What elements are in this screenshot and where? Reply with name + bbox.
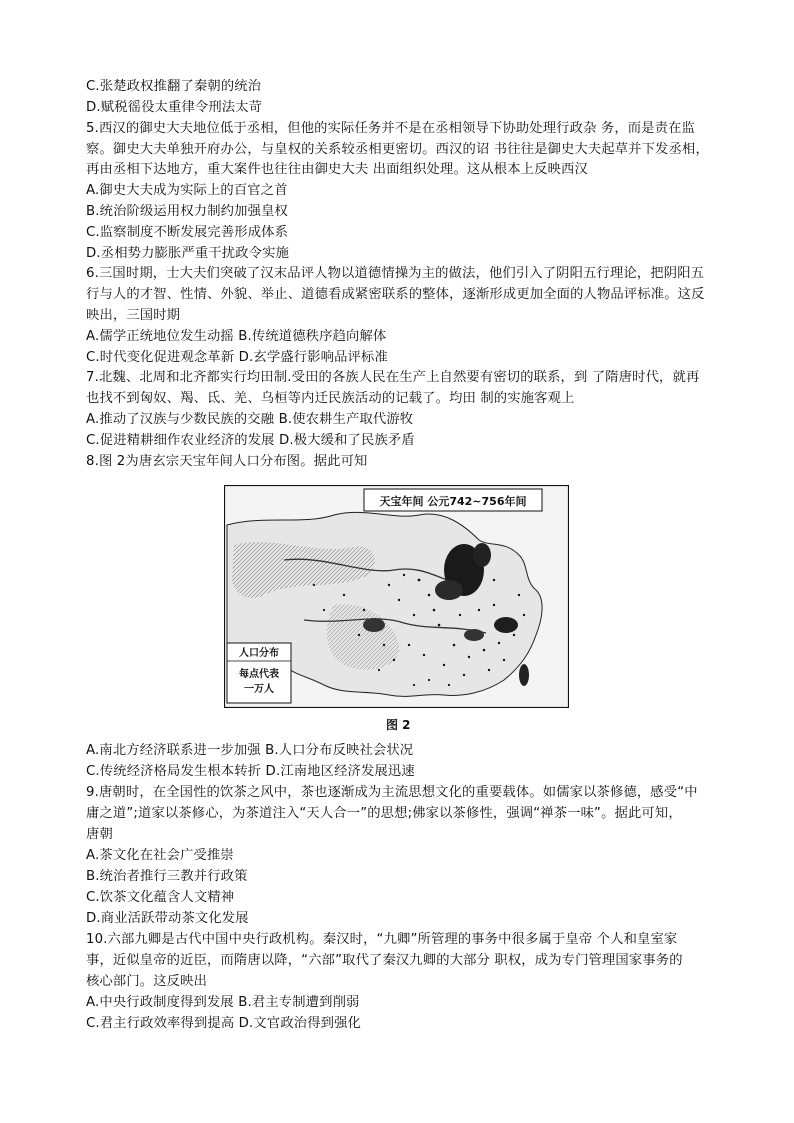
- q6-stem-line-3: 映出，三国时期: [86, 308, 181, 323]
- q6-stem-line-2: 行与人的才智、性情、外貌、举止、道德看成紧密联系的整体，逐渐形成更加全面的人物品评标准。这反: [86, 287, 705, 302]
- q8-options-cd: C.传统经济格局发生根本转折 D.江南地区经济发展迅速: [86, 764, 415, 779]
- population-map: [224, 485, 569, 708]
- q7-options-cd: C.促进精耕细作农业经济的发展 D.极大缓和了民族矛盾: [86, 433, 415, 448]
- legend-title: 人口分布: [239, 648, 279, 659]
- q9-option-b: B.统治者推行三教并行政策: [86, 869, 248, 884]
- q5-stem-line-2: 察。御史大夫单独开府办公，与皇权的关系较丞相更密切。西汉的诏 书往往是御史大夫起草并下发丞相，: [86, 142, 709, 157]
- q10-options-cd: C.君主行政效率得到提高 D.文官政治得到强化: [86, 1016, 361, 1031]
- legend-text-2: 一万人: [244, 684, 274, 695]
- q4-option-d: D.赋税徭役太重律令刑法太苛: [86, 100, 263, 115]
- q10-stem-line-2: 事，近似皇帝的近臣，而隋唐以降，“六部”取代了秦汉九卿的大部分 职权，成为专门管理国家事务的: [86, 953, 683, 968]
- q10-options-ab: A.中央行政制度得到发展 B.君主专制遭到削弱: [86, 995, 360, 1010]
- q9-option-a: A.茶文化在社会广受推崇: [86, 848, 234, 863]
- q6-stem-line-1: 6.三国时期，士大夫们突破了汉末品评人物以道德情操为主的做法，他们引入了阴阳五行理论，把阴阳五: [86, 266, 705, 281]
- q8-options-ab: A.南北方经济联系进一步加强 B.人口分布反映社会状况: [86, 743, 414, 758]
- population-map-figure: [224, 485, 569, 708]
- q5-option-d: D.丞相势力膨胀严重干扰政令实施: [86, 246, 290, 261]
- legend-text-1: 每点代表: [239, 669, 279, 680]
- q7-options-ab: A.推动了汉族与少数民族的交融 B.使农耕生产取代游牧: [86, 412, 414, 427]
- q9-stem-line-1: 9.唐朝时，在全国性的饮茶之风中，茶也逐渐成为主流思想文化的重要载体。如儒家以茶修德，感受“中: [86, 785, 698, 800]
- q5-option-a: A.御史大夫成为实际上的百官之首: [86, 183, 288, 198]
- q9-option-c: C.饮茶文化蕴含人文精神: [86, 890, 235, 905]
- q4-option-c: C.张楚政权推翻了秦朝的统治: [86, 79, 262, 94]
- q5-option-b: B.统治阶级运用权力制约加强皇权: [86, 204, 288, 219]
- q6-options-cd: C.时代变化促进观念革新 D.玄学盛行影响品评标准: [86, 350, 388, 365]
- q5-stem-line-1: 5.西汉的御史大夫地位低于丞相，但他的实际任务并不是在丞相领导下协助处理行政杂 务，而是责在监: [86, 121, 696, 136]
- figure-caption: 图 2: [386, 718, 411, 732]
- q5-option-c: C.监察制度不断发展完善形成体系: [86, 225, 289, 240]
- map-title: 天宝年间 公元742~756年间: [379, 495, 527, 508]
- taiwan-island: [519, 664, 529, 686]
- sichuan-dense: [363, 618, 385, 632]
- q10-stem-line-1: 10.六部九卿是古代中国中央行政机构。秦汉时，“九卿”所管理的事务中很多属于皇帝 个人和皇室家: [86, 932, 678, 947]
- q9-option-d: D.商业活跃带动茶文化发展: [86, 911, 249, 926]
- q10-stem-line-3: 核心部门。这反映出: [86, 974, 208, 989]
- q9-stem-line-3: 唐朝: [86, 827, 113, 842]
- q6-options-ab: A.儒学正统地位发生动摇 B.传统道德秩序趋向解体: [86, 329, 387, 344]
- q5-stem-line-3: 再由丞相下达地方，重大案件也往往由御史大夫 出面组织处理。这从根本上反映西汉: [86, 162, 588, 177]
- q8-stem: 8.图 2为唐玄宗天宝年间人口分布图。据此可知: [86, 454, 368, 469]
- jiangnan-dense: [494, 617, 518, 633]
- q7-stem-line-2: 也找不到匈奴、羯、氐、羌、乌桓等内迁民族活动的记载了。均田 制的实施客观上: [86, 391, 575, 406]
- q9-stem-line-2: 庸之道”;道家以茶修心，为茶道注入“天人合一”的思想;佛家以茶修性，强调“禅茶一味”。据此可知，: [86, 806, 682, 821]
- q7-stem-line-1: 7.北魏、北周和北齐都实行均田制.受田的各族人民在生产上自然要有密切的联系，到 了隋唐时代，就再: [86, 370, 700, 385]
